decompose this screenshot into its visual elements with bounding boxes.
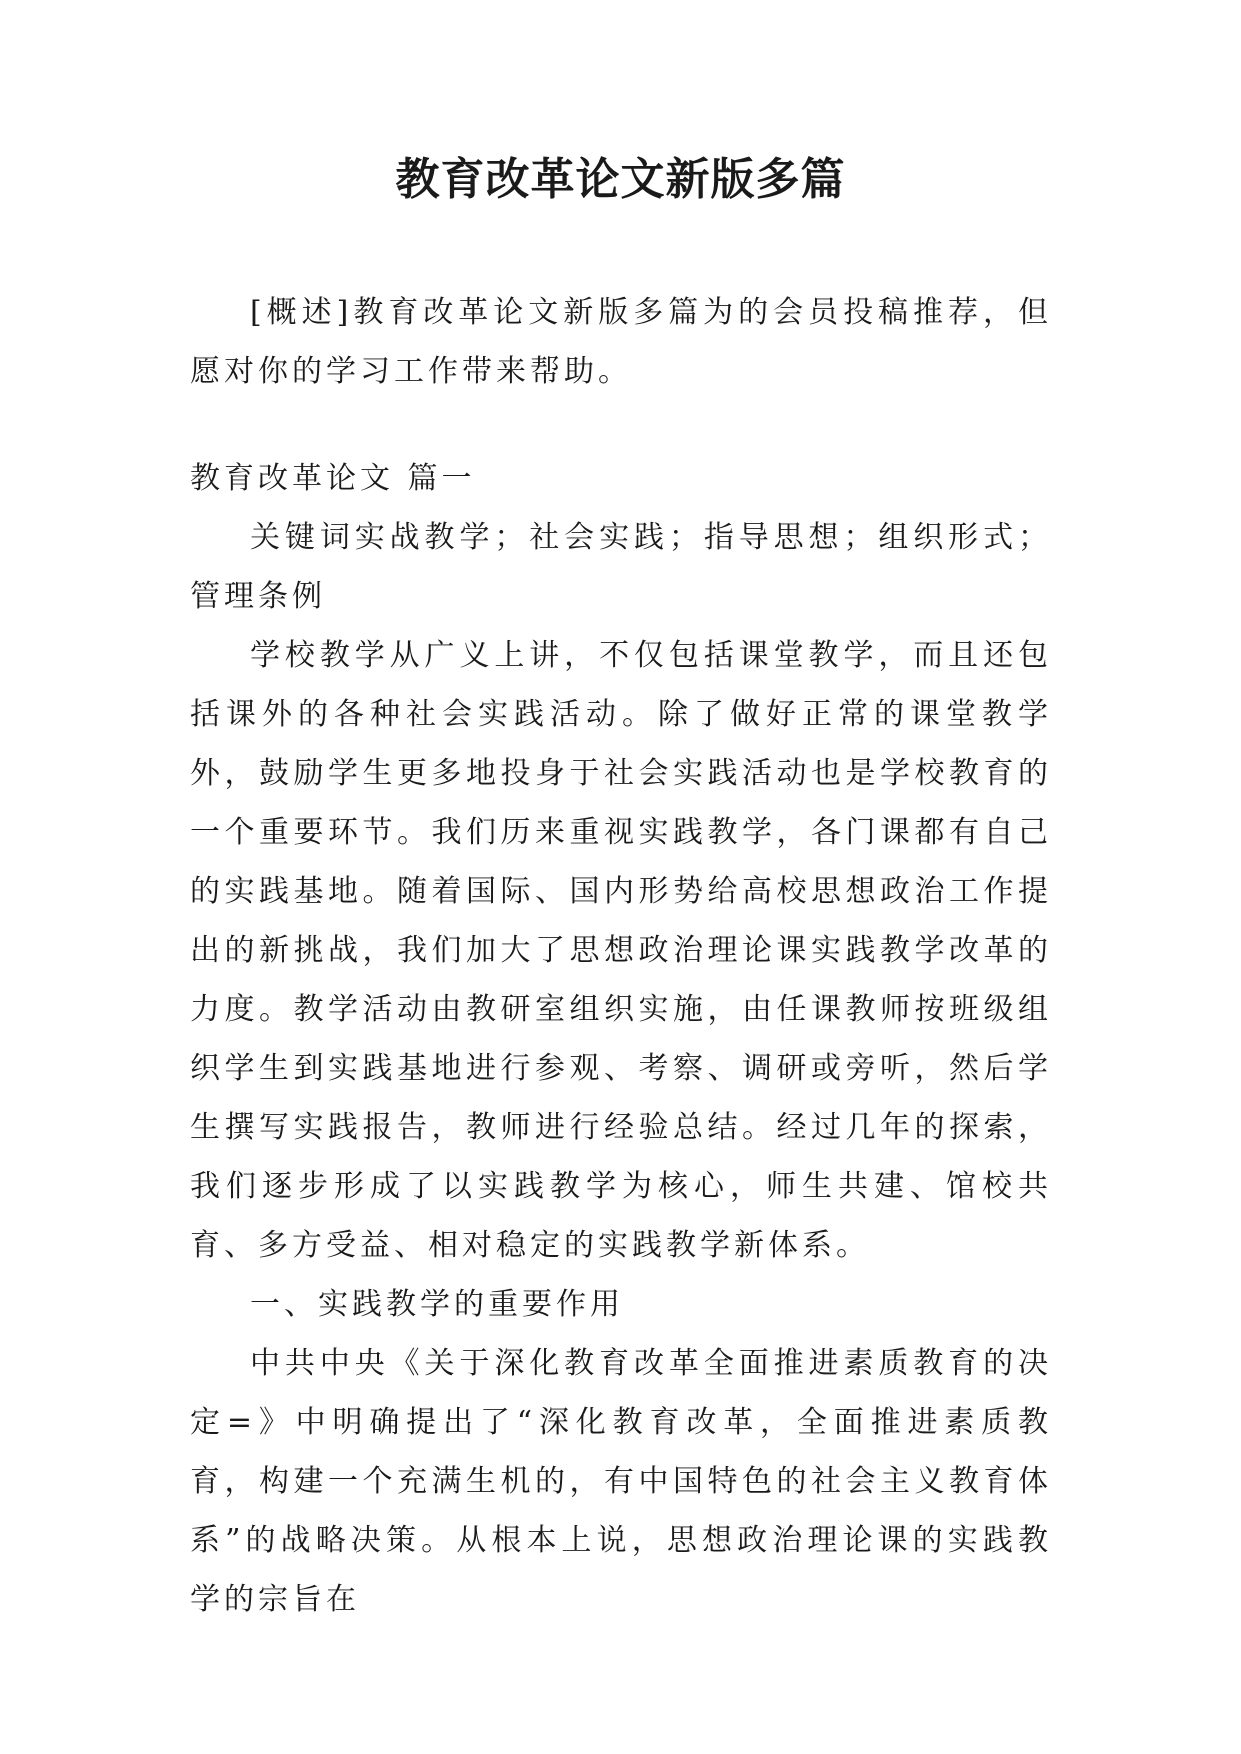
summary-paragraph: [概述]教育改革论文新版多篇为的会员投稿推荐，但愿对你的学习工作带来帮助。 [190,295,1052,389]
document-title: 教育改革论文新版多篇 [395,154,846,205]
keywords-paragraph: 关键词实战教学；社会实践；指导思想；组织形式；管理条例 [190,520,1052,614]
subheading-1: 一、实践教学的重要作用 [250,1287,624,1322]
document-body [190,283,1052,1629]
body-paragraph-2: 中共中央《关于深化教育改革全面推进素质教育的决定=》中明确提出了“深化教育改革，全面推进素质教育，构建一个充满生机的，有中国特色的社会主义教育体系”的战略决策。从根本上说，思想政治理论课的实践教学的宗旨在 [190,1346,1052,1617]
spacer [190,401,1052,449]
body-paragraph-1: 学校教学从广义上讲，不仅包括课堂教学，而且还包括课外的各种社会实践活动。除了做好正常的课堂教学外，鼓励学生更多地投身于社会实践活动也是学校教育的一个重要环节。我们历来重视实践教学，各门课都有自己的实践基地。随着国际、国内形势给高校思想政治工作提出的新挑战，我们加大了思想政治理论课实践教学改革的力度。教学活动由教研室组织实施，由任课教师按班级组织学生到实践基地进行参观、考察、调研或旁听，然后学生撰写实践报告，教师进行经验总结。经过几年的探索，我们逐步形成了以实践教学为核心，师生共建、馆校共育、多方受益、相对稳定的实践教学新体系。 [190,638,1052,1263]
section-heading: 教育改革论文 篇一 [190,461,476,496]
